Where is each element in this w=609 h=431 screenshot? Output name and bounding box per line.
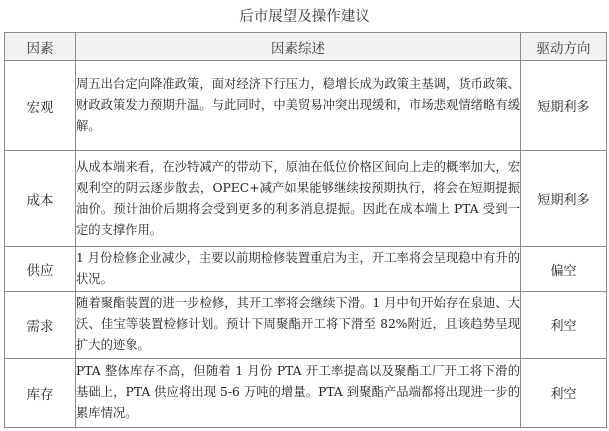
table-row [5, 247, 607, 291]
table-row [5, 61, 607, 151]
table-row [5, 291, 607, 358]
factor-cell: 宏观 [5, 61, 76, 151]
summary-cell: 1 月份检修企业减少，主要以前期检修装置重启为主，开工率将会呈现稳中有升的状况。 [76, 247, 521, 291]
table-header-row [5, 33, 607, 61]
direction-cell: 短期利多 [521, 61, 607, 151]
header-factor: 因素 [5, 33, 76, 61]
table-row [5, 151, 607, 247]
header-summary: 因素综述 [76, 33, 521, 61]
factor-cell: 需求 [5, 291, 76, 358]
factor-cell: 库存 [5, 358, 76, 427]
summary-cell: PTA 整体库存不高，但随着 1 月份 PTA 开工率提高以及聚酯工厂开工将下滑的基础上，PTA 供应将出现 5-6 万吨的增量。PTA 到聚酯产品端都将出现进一步的累库情况。 [76, 358, 521, 427]
page-title: 后市展望及操作建议 [239, 9, 370, 25]
factor-table [4, 32, 607, 428]
direction-cell: 利空 [521, 291, 607, 358]
factor-cell: 成本 [5, 151, 76, 247]
summary-cell: 周五出台定向降准政策，面对经济下行压力，稳增长成为政策主基调，货币政策、财政政策发力预期升温。与此同时，中美贸易冲突出现缓和，市场悲观情绪略有缓解。 [76, 61, 521, 151]
summary-cell: 从成本端来看，在沙特减产的带动下，原油在低位价格区间向上走的概率加大，宏观利空的阴云逐步散去，OPEC+减产如果能够继续按预期执行，将会在短期提振油价。预计油价后期将会受到更多的利多消息提振。因此在成本端上 PTA 受到一定的支撑作用。 [76, 151, 521, 247]
table-row [5, 358, 607, 427]
direction-cell: 短期利多 [521, 151, 607, 247]
direction-cell: 偏空 [521, 247, 607, 291]
direction-cell: 利空 [521, 358, 607, 427]
factor-cell: 供应 [5, 247, 76, 291]
header-direction: 驱动方向 [521, 33, 607, 61]
summary-cell: 随着聚酯装置的进一步检修，其开工率将会继续下滑。1 月中旬开始存在泉迪、大沃、佳宝等装置检修计划。预计下周聚酯开工将下滑至 82%附近，且该趋势呈现扩大的迹象。 [76, 291, 521, 358]
